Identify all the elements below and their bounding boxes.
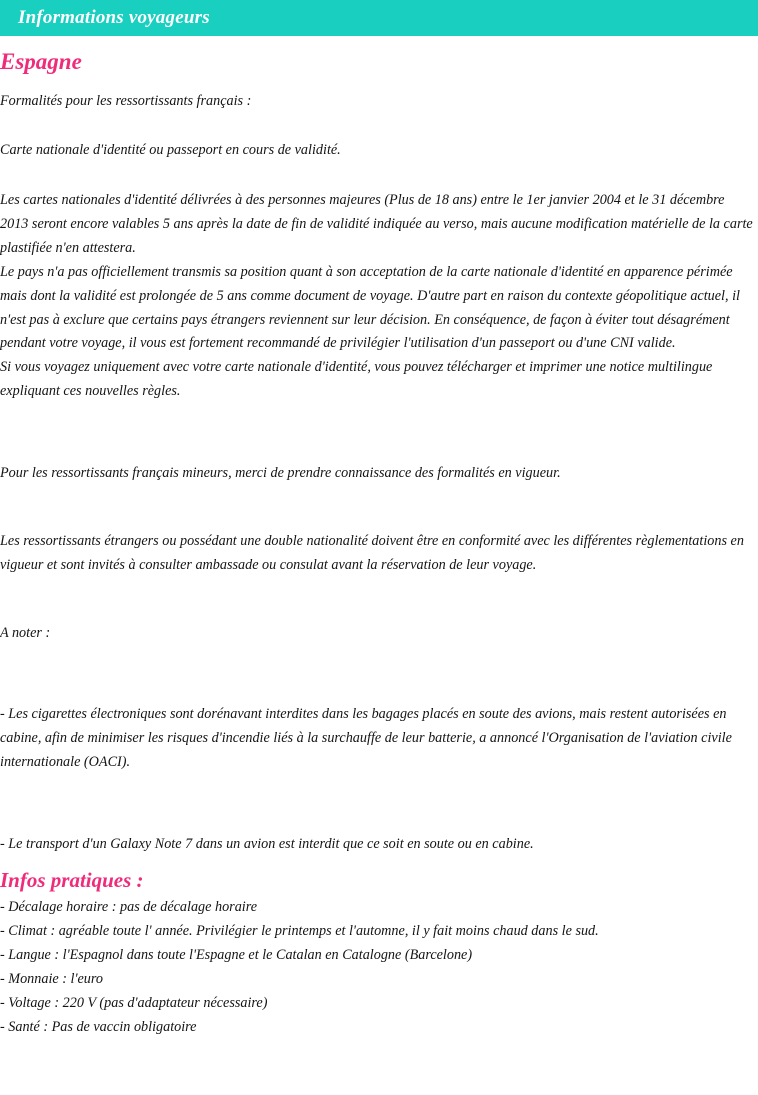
spacer bbox=[0, 163, 756, 189]
spacer bbox=[0, 76, 756, 90]
spacer bbox=[0, 113, 756, 139]
page-title: Informations voyageurs bbox=[18, 7, 210, 28]
document-content bbox=[0, 48, 758, 1039]
practical-info-title: Infos pratiques : bbox=[0, 867, 144, 892]
list-item: - Monnaie : l'euro bbox=[0, 970, 103, 987]
minors-paragraph: Pour les ressortissants français mineurs, merci de prendre connaissance des formalités en vigueur. bbox=[0, 465, 561, 482]
list-item: - Voltage : 220 V (pas d'adaptateur nécessaire) bbox=[0, 994, 268, 1011]
note-label: A noter : bbox=[0, 624, 51, 641]
id-cards-paragraph-2: Le pays n'a pas officiellement transmis sa position quant à son acceptation de la carte nationale d'identité en apparence périmée mais dont la validité est prolongée de 5 ans comme document de voyage. D'autre part en raison du contexte géopolitique actuel, il n'est pas à exclure que certains pays étrangers reviennent sur leur décision. En conséquence, de façon à éviter tout désagrément pendant votre voyage, il vous est fortement recommandé de privilégier l'utilisation d'un passeport ou d'une CNI valide. bbox=[0, 263, 740, 352]
id-cards-paragraph-3: Si vous voyagez uniquement avec votre carte nationale d'identité, vous pouvez télécharger et imprimer une notice multilingue expliquant ces nouvelles règles. bbox=[0, 359, 713, 400]
id-cards-paragraph-1: Les cartes nationales d'identité délivrées à des personnes majeures (Plus de 18 ans) entre le 1er janvier 2004 et le 31 décembre 2013 seront encore valables 5 ans après la date de fin de validité indiquée au verso, mais aucune modification matérielle de la carte plastifiée n'en attestera. bbox=[0, 192, 753, 257]
page-header-band bbox=[0, 0, 758, 36]
spacer bbox=[0, 645, 756, 703]
spacer bbox=[0, 486, 756, 530]
country-title: Espagne bbox=[0, 49, 82, 74]
formalities-intro: Formalités pour les ressortissants français : bbox=[0, 92, 252, 109]
id-documents-line: Carte nationale d'identité ou passeport en cours de validité. bbox=[0, 142, 341, 159]
spacer bbox=[0, 578, 756, 622]
list-item: - Langue : l'Espagnol dans toute l'Espagne et le Catalan en Catalogne (Barcelone) bbox=[0, 946, 473, 963]
practical-info-list bbox=[0, 896, 756, 1039]
note-galaxy-note-7: - Le transport d'un Galaxy Note 7 dans un avion est interdit que ce soit en soute ou en cabine. bbox=[0, 836, 534, 853]
spacer bbox=[0, 404, 756, 462]
spacer bbox=[0, 775, 756, 833]
foreigners-paragraph: Les ressortissants étrangers ou possédant une double nationalité doivent être en conformité avec les différentes règlementations en vigueur et sont invités à consulter ambassade ou consulat avant la réservation de leur voyage. bbox=[0, 532, 744, 573]
list-item: - Santé : Pas de vaccin obligatoire bbox=[0, 1018, 197, 1035]
list-item: - Décalage horaire : pas de décalage horaire bbox=[0, 899, 258, 916]
id-cards-block bbox=[0, 189, 756, 404]
note-electronic-cigarettes: - Les cigarettes électroniques sont dorénavant interdites dans les bagages placés en soute des avions, mais restent autorisées en cabine, afin de minimiser les risques d'incendie liés à la surchauffe de leur batterie, a annoncé l'Organisation de l'aviation civile internationale (OACI). bbox=[0, 706, 732, 771]
list-item: - Climat : agréable toute l' année. Privilégier le printemps et l'automne, il y fait moins chaud dans le sud. bbox=[0, 923, 599, 940]
